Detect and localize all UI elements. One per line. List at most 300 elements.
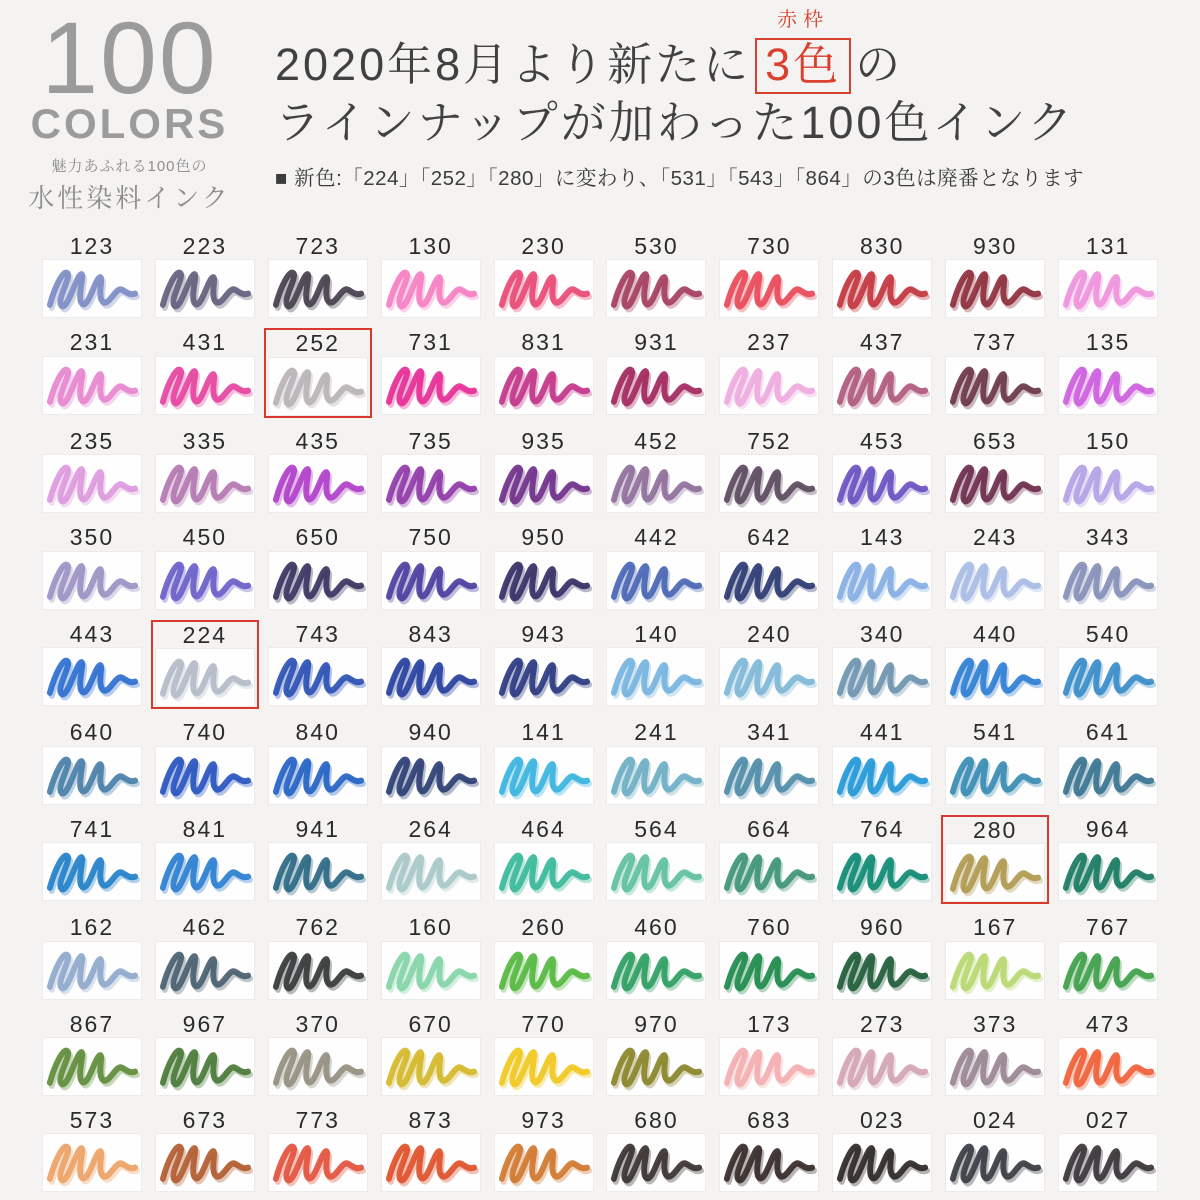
- ink-code: 541: [972, 719, 1018, 746]
- ink-code: 650: [295, 524, 340, 551]
- ink-swatch-cell: [264, 620, 372, 709]
- ink-code: 431: [182, 329, 228, 356]
- ink-swatch-grid: [0, 218, 1200, 1193]
- ink-swatch-cell: [264, 1106, 372, 1193]
- page-header: [0, 0, 1200, 218]
- ink-code: 564: [634, 815, 679, 842]
- ink-code: 773: [295, 1106, 340, 1133]
- headline-post: の: [855, 39, 904, 90]
- ink-swatch-cell: [715, 1106, 823, 1193]
- ink-scribble-swatch: [946, 455, 1044, 512]
- logo-word: COLORS: [30, 99, 229, 147]
- ink-swatch-cell: [377, 1106, 485, 1193]
- ink-swatch-cell: [264, 427, 372, 514]
- ink-swatch-cell: [1054, 815, 1162, 904]
- ink-scribble-swatch: [269, 455, 367, 512]
- ink-code: 335: [182, 427, 228, 454]
- ink-scribble-swatch: [720, 455, 818, 512]
- ink-code: 970: [634, 1010, 679, 1037]
- ink-scribble-swatch: [946, 942, 1044, 999]
- ink-scribble-swatch: [1059, 1134, 1157, 1191]
- ink-swatch-cell: [715, 718, 823, 805]
- ink-code: 680: [634, 1106, 679, 1133]
- ink-swatch-cell: [1054, 523, 1162, 610]
- ink-code: 264: [408, 815, 453, 842]
- ink-scribble-swatch: [382, 260, 480, 317]
- ink-scribble-swatch: [269, 648, 367, 705]
- ink-code: 235: [69, 427, 115, 454]
- ink-swatch-cell: [603, 1106, 711, 1193]
- ink-scribble-swatch: [946, 357, 1044, 414]
- ink-scribble-swatch: [43, 1134, 141, 1191]
- ink-code: 280: [972, 816, 1018, 843]
- ink-swatch-cell: [38, 620, 146, 709]
- ink-code: 343: [1085, 524, 1131, 551]
- ink-swatch-cell: [1054, 427, 1162, 514]
- ink-swatch-cell: [1054, 913, 1162, 1000]
- ink-scribble-swatch: [495, 260, 593, 317]
- ink-scribble-swatch: [156, 942, 254, 999]
- ink-scribble-swatch: [607, 455, 705, 512]
- ink-swatch-cell: [264, 1010, 372, 1097]
- ink-code: 641: [1085, 719, 1131, 746]
- ink-code: 273: [860, 1010, 905, 1037]
- ink-swatch-cell: [941, 620, 1049, 709]
- ink-swatch-cell: [490, 718, 598, 805]
- ink-code: 341: [747, 719, 792, 746]
- ink-code: 023: [860, 1106, 905, 1133]
- ink-swatch-cell: [377, 232, 485, 319]
- ink-scribble-swatch: [1059, 747, 1157, 804]
- ink-swatch-cell: [1054, 1010, 1162, 1097]
- ink-code: 664: [747, 815, 792, 842]
- ink-code: 940: [408, 719, 453, 746]
- ink-swatch-cell: [828, 913, 936, 1000]
- ink-swatch-cell: [264, 232, 372, 319]
- ink-scribble-swatch: [269, 747, 367, 804]
- ink-code: 867: [69, 1010, 115, 1037]
- headline-line-2: ラインナップが加わった100色インク: [275, 96, 1076, 148]
- ink-scribble-swatch: [833, 843, 931, 900]
- ink-code: 230: [521, 233, 566, 259]
- ink-scribble-swatch: [382, 747, 480, 804]
- ink-scribble-swatch: [382, 357, 480, 414]
- ink-code: 027: [1085, 1106, 1131, 1133]
- ink-scribble-swatch: [1059, 357, 1157, 414]
- ink-code: 460: [634, 914, 679, 941]
- ink-swatch-cell: [377, 1010, 485, 1097]
- ink-code: 167: [972, 914, 1018, 941]
- ink-code: 140: [634, 620, 679, 647]
- ink-swatch-cell: [715, 427, 823, 514]
- ink-scribble-swatch: [495, 747, 593, 804]
- ink-scribble-swatch: [833, 260, 931, 317]
- ink-swatch-cell: [490, 620, 598, 709]
- ink-swatch-cell: [151, 1106, 259, 1193]
- ink-scribble-swatch: [1059, 942, 1157, 999]
- brand-logo: [22, 1, 237, 218]
- ink-swatch-cell: [603, 620, 711, 709]
- ink-code: 024: [972, 1106, 1018, 1133]
- ink-scribble-swatch: [607, 552, 705, 609]
- ink-scribble-swatch: [43, 455, 141, 512]
- ink-code: 435: [295, 427, 340, 454]
- ink-scribble-swatch: [720, 1038, 818, 1095]
- ink-scribble-swatch: [946, 260, 1044, 317]
- ink-code: 340: [860, 620, 905, 647]
- ink-swatch-cell: [603, 913, 711, 1000]
- ink-code: 830: [860, 233, 905, 259]
- ink-scribble-swatch: [946, 844, 1044, 901]
- ink-swatch-cell: [715, 523, 823, 610]
- ink-code: 731: [408, 329, 453, 356]
- ink-code: 941: [295, 815, 340, 842]
- ink-scribble-swatch: [156, 455, 254, 512]
- ink-code: 437: [860, 329, 905, 356]
- ink-scribble-swatch: [833, 648, 931, 705]
- logo-number: 100: [41, 1, 218, 115]
- ink-swatch-cell: [490, 1010, 598, 1097]
- ink-code: 464: [521, 815, 566, 842]
- ink-scribble-swatch: [946, 648, 1044, 705]
- ink-code: 673: [182, 1106, 228, 1133]
- ink-code: 740: [182, 719, 228, 746]
- ink-code: 840: [295, 719, 340, 746]
- ink-scribble-swatch: [269, 260, 367, 317]
- ink-scribble-swatch: [720, 552, 818, 609]
- ink-swatch-cell: [151, 718, 259, 805]
- ink-scribble-swatch: [833, 1134, 931, 1191]
- ink-swatch-cell: [603, 523, 711, 610]
- ink-swatch-cell: [38, 1106, 146, 1193]
- ink-swatch-cell: [151, 232, 259, 319]
- ink-code: 243: [972, 524, 1018, 551]
- ink-code: 160: [408, 914, 453, 941]
- red-frame-annotation: 赤枠: [777, 9, 830, 31]
- ink-code: 964: [1085, 815, 1131, 842]
- ink-scribble-swatch: [720, 942, 818, 999]
- ink-code: 930: [972, 233, 1018, 259]
- ink-code: 123: [69, 233, 115, 259]
- ink-swatch-cell: [264, 328, 372, 417]
- ink-code: 135: [1085, 329, 1131, 356]
- ink-swatch-cell: [715, 1010, 823, 1097]
- ink-scribble-swatch: [607, 747, 705, 804]
- ink-scribble-swatch: [382, 843, 480, 900]
- ink-swatch-cell: [828, 427, 936, 514]
- ink-code: 642: [747, 524, 792, 551]
- headline-block: [237, 10, 1170, 218]
- ink-scribble-swatch: [382, 1038, 480, 1095]
- ink-swatch-cell: [603, 815, 711, 904]
- ink-swatch-cell: [264, 815, 372, 904]
- ink-code: 131: [1085, 233, 1131, 259]
- ink-swatch-cell: [490, 1106, 598, 1193]
- ink-scribble-swatch: [946, 747, 1044, 804]
- ink-scribble-swatch: [607, 1038, 705, 1095]
- ink-scribble-swatch: [269, 1134, 367, 1191]
- ink-code: 450: [182, 524, 228, 551]
- ink-swatch-cell: [38, 1010, 146, 1097]
- ink-code: 950: [521, 524, 566, 551]
- ink-swatch-cell: [490, 523, 598, 610]
- ink-code: 223: [182, 233, 228, 259]
- headline-pre: 2020年8月より新たに: [275, 39, 752, 90]
- ink-code: 831: [521, 329, 566, 356]
- ink-scribble-swatch: [946, 1038, 1044, 1095]
- ink-code: 373: [972, 1010, 1018, 1037]
- ink-scribble-swatch: [1059, 1038, 1157, 1095]
- ink-swatch-cell: [603, 1010, 711, 1097]
- ink-swatch-cell: [715, 620, 823, 709]
- ink-swatch-cell: [941, 1010, 1049, 1097]
- ink-swatch-cell: [38, 718, 146, 805]
- ink-swatch-cell: [151, 523, 259, 610]
- ink-scribble-swatch: [495, 843, 593, 900]
- ink-scribble-swatch: [607, 260, 705, 317]
- ink-scribble-swatch: [269, 552, 367, 609]
- ink-code: 960: [860, 914, 905, 941]
- ink-code: 237: [747, 329, 792, 356]
- ink-scribble-swatch: [156, 649, 254, 706]
- ink-swatch-cell: [377, 913, 485, 1000]
- ink-swatch-cell: [490, 328, 598, 417]
- ink-code: 760: [747, 914, 792, 941]
- ink-code: 370: [295, 1010, 340, 1037]
- ink-swatch-cell: [151, 427, 259, 514]
- ink-scribble-swatch: [607, 648, 705, 705]
- ink-swatch-cell: [377, 523, 485, 610]
- ink-scribble-swatch: [833, 942, 931, 999]
- ink-scribble-swatch: [43, 260, 141, 317]
- ink-swatch-cell: [941, 815, 1049, 904]
- ink-swatch-cell: [38, 427, 146, 514]
- ink-scribble-swatch: [720, 648, 818, 705]
- ink-scribble-swatch: [43, 843, 141, 900]
- ink-code: 767: [1085, 914, 1131, 941]
- ink-code: 935: [521, 427, 566, 454]
- ink-swatch-cell: [715, 232, 823, 319]
- ink-swatch-cell: [38, 328, 146, 417]
- ink-scribble-swatch: [156, 1134, 254, 1191]
- ink-scribble-swatch: [495, 455, 593, 512]
- ink-swatch-cell: [1054, 328, 1162, 417]
- ink-code: 260: [521, 914, 566, 941]
- ink-scribble-swatch: [720, 843, 818, 900]
- ink-code: 743: [295, 620, 340, 647]
- ink-scribble-swatch: [156, 843, 254, 900]
- ink-code: 453: [860, 427, 905, 454]
- ink-code: 442: [634, 524, 679, 551]
- ink-scribble-swatch: [43, 942, 141, 999]
- ink-scribble-swatch: [946, 552, 1044, 609]
- ink-code: 143: [860, 524, 905, 551]
- logo-tagline-2: 水性染料インク: [28, 182, 231, 213]
- ink-swatch-cell: [377, 328, 485, 417]
- ink-swatch-cell: [715, 815, 823, 904]
- ink-swatch-cell: [151, 328, 259, 417]
- ink-scribble-swatch: [43, 357, 141, 414]
- ink-code: 730: [747, 233, 792, 259]
- ink-code: 752: [747, 427, 792, 454]
- ink-scribble-swatch: [382, 1134, 480, 1191]
- ink-swatch-cell: [828, 815, 936, 904]
- ink-swatch-cell: [490, 232, 598, 319]
- ink-scribble-swatch: [607, 357, 705, 414]
- ink-code: 231: [69, 329, 115, 356]
- ink-code: 530: [634, 233, 679, 259]
- ink-scribble-swatch: [833, 552, 931, 609]
- ink-swatch-cell: [828, 718, 936, 805]
- ink-swatch-cell: [941, 1106, 1049, 1193]
- highlight-3colors: 3色: [755, 38, 851, 94]
- ink-swatch-cell: [828, 1106, 936, 1193]
- ink-code: 735: [408, 427, 453, 454]
- ink-swatch-cell: [941, 718, 1049, 805]
- ink-code: 441: [860, 719, 905, 746]
- ink-swatch-cell: [264, 913, 372, 1000]
- ink-swatch-cell: [941, 328, 1049, 417]
- ink-scribble-swatch: [607, 843, 705, 900]
- ink-scribble-swatch: [833, 455, 931, 512]
- ink-code: 873: [408, 1106, 453, 1133]
- ink-code: 240: [747, 620, 792, 647]
- ink-code: 241: [634, 719, 679, 746]
- ink-code: 723: [295, 233, 340, 259]
- ink-scribble-swatch: [1059, 455, 1157, 512]
- ink-scribble-swatch: [269, 942, 367, 999]
- ink-swatch-cell: [38, 913, 146, 1000]
- ink-swatch-cell: [715, 328, 823, 417]
- ink-code: 130: [408, 233, 453, 259]
- ink-swatch-cell: [377, 718, 485, 805]
- ink-scribble-swatch: [382, 648, 480, 705]
- ink-code: 670: [408, 1010, 453, 1037]
- ink-swatch-cell: [941, 913, 1049, 1000]
- ink-swatch-cell: [603, 232, 711, 319]
- ink-swatch-cell: [1054, 1106, 1162, 1193]
- ink-swatch-cell: [941, 427, 1049, 514]
- ink-scribble-swatch: [156, 1038, 254, 1095]
- ink-scribble-swatch: [269, 843, 367, 900]
- ink-scribble-swatch: [720, 357, 818, 414]
- ink-code: 737: [972, 329, 1018, 356]
- ink-scribble-swatch: [156, 552, 254, 609]
- ink-code: 640: [69, 719, 115, 746]
- ink-scribble-swatch: [833, 1038, 931, 1095]
- ink-scribble-swatch: [495, 357, 593, 414]
- ink-scribble-swatch: [495, 1038, 593, 1095]
- ink-swatch-cell: [1054, 232, 1162, 319]
- ink-scribble-swatch: [1059, 843, 1157, 900]
- ink-code: 540: [1085, 620, 1131, 647]
- ink-code: 150: [1085, 427, 1131, 454]
- ink-swatch-cell: [377, 427, 485, 514]
- ink-swatch-cell: [38, 815, 146, 904]
- new-color-note: ■ 新色:「224」「252」「280」に変わり、「531」「543」「864」の3色は廃番となります: [275, 167, 1085, 191]
- ink-swatch-cell: [264, 523, 372, 610]
- ink-code: 141: [521, 719, 566, 746]
- ink-swatch-cell: [603, 427, 711, 514]
- ink-swatch-cell: [490, 427, 598, 514]
- ink-code: 173: [747, 1010, 792, 1037]
- ink-code: 943: [521, 620, 566, 647]
- ink-scribble-swatch: [156, 260, 254, 317]
- ink-code: 224: [182, 621, 228, 648]
- ink-code: 162: [69, 914, 115, 941]
- ink-swatch-cell: [490, 913, 598, 1000]
- ink-swatch-cell: [151, 620, 259, 709]
- ink-swatch-cell: [490, 815, 598, 904]
- logo-tagline-1: 魅力あふれる100色の: [51, 157, 208, 175]
- ink-code: 452: [634, 427, 679, 454]
- ink-swatch-cell: [1054, 620, 1162, 709]
- ink-swatch-cell: [151, 815, 259, 904]
- ink-code: 683: [747, 1106, 792, 1133]
- ink-swatch-cell: [151, 913, 259, 1000]
- ink-swatch-cell: [1054, 718, 1162, 805]
- ink-swatch-cell: [603, 718, 711, 805]
- ink-code: 750: [408, 524, 453, 551]
- ink-scribble-swatch: [495, 1134, 593, 1191]
- ink-scribble-swatch: [1059, 552, 1157, 609]
- ink-scribble-swatch: [1059, 648, 1157, 705]
- ink-code: 573: [69, 1106, 115, 1133]
- ink-swatch-cell: [264, 718, 372, 805]
- ink-scribble-swatch: [269, 358, 367, 415]
- ink-code: 764: [860, 815, 905, 842]
- ink-code: 443: [69, 620, 115, 647]
- ink-code: 843: [408, 620, 453, 647]
- ink-swatch-cell: [828, 328, 936, 417]
- ink-scribble-swatch: [43, 552, 141, 609]
- ink-swatch-cell: [828, 523, 936, 610]
- ink-swatch-cell: [828, 620, 936, 709]
- ink-swatch-cell: [151, 1010, 259, 1097]
- ink-swatch-cell: [828, 1010, 936, 1097]
- ink-code: 931: [634, 329, 679, 356]
- ink-code: 462: [182, 914, 228, 941]
- ink-scribble-swatch: [495, 552, 593, 609]
- ink-swatch-cell: [828, 232, 936, 319]
- ink-scribble-swatch: [382, 455, 480, 512]
- ink-scribble-swatch: [43, 1038, 141, 1095]
- ink-scribble-swatch: [946, 1134, 1044, 1191]
- ink-code: 762: [295, 914, 340, 941]
- ink-swatch-cell: [603, 328, 711, 417]
- ink-code: 770: [521, 1010, 566, 1037]
- ink-code: 252: [295, 330, 340, 357]
- ink-swatch-cell: [377, 620, 485, 709]
- ink-code: 440: [972, 620, 1018, 647]
- ink-swatch-cell: [941, 232, 1049, 319]
- ink-swatch-cell: [377, 815, 485, 904]
- ink-swatch-cell: [38, 523, 146, 610]
- ink-scribble-swatch: [269, 1038, 367, 1095]
- ink-scribble-swatch: [43, 747, 141, 804]
- ink-scribble-swatch: [156, 747, 254, 804]
- ink-code: 841: [182, 815, 228, 842]
- ink-code: 473: [1085, 1010, 1131, 1037]
- ink-swatch-cell: [941, 523, 1049, 610]
- ink-scribble-swatch: [720, 747, 818, 804]
- headline-line-1: [275, 9, 1170, 94]
- ink-scribble-swatch: [833, 747, 931, 804]
- ink-scribble-swatch: [607, 942, 705, 999]
- ink-scribble-swatch: [833, 357, 931, 414]
- ink-scribble-swatch: [156, 357, 254, 414]
- ink-code: 973: [521, 1106, 566, 1133]
